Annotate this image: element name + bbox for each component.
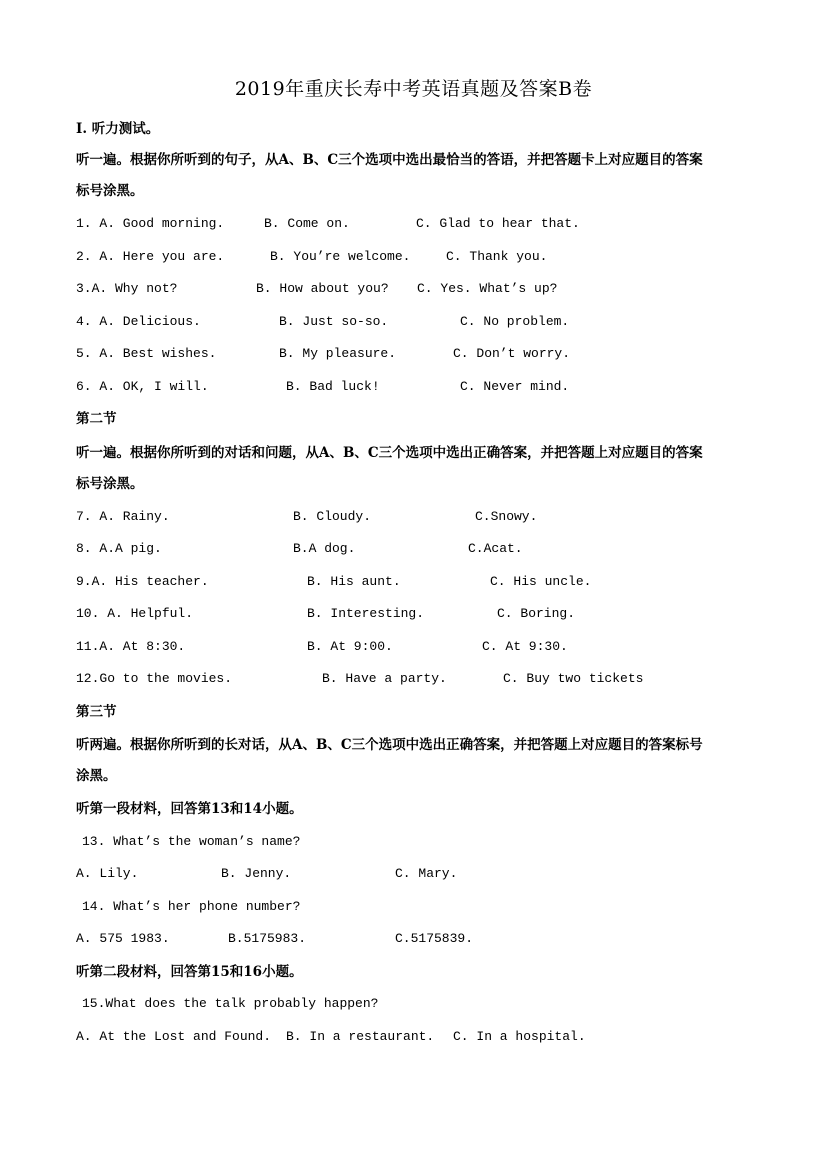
- q10-option-a: 10. A. Helpful.: [76, 606, 194, 621]
- q14-option-c: C.5175839.: [395, 931, 474, 946]
- q1-option-b: B. Come on.: [264, 216, 350, 231]
- q7-option-a: 7. A. Rainy.: [76, 509, 170, 524]
- q1-option-c: C. Glad to hear that.: [416, 216, 580, 231]
- q14-option-a: A. 575 1983.: [76, 931, 170, 946]
- q12-option-c: C. Buy two tickets: [503, 671, 644, 686]
- q8-option-c: C.Acat.: [468, 541, 523, 556]
- q13-option-b: B. Jenny.: [221, 866, 292, 881]
- page-title: 2019年重庆长寿中考英语真题及答案B卷: [234, 78, 593, 100]
- part3-instruction-line2: 涂黑。: [76, 768, 117, 784]
- q6-option-a: 6. A. OK, I will.: [76, 379, 209, 394]
- q2-option-a: 2. A. Here you are.: [76, 249, 225, 264]
- q1-option-a: 1. A. Good morning.: [76, 216, 225, 231]
- part3-heading: 第三节: [76, 704, 117, 720]
- q12-option-a: 12.Go to the movies.: [76, 671, 233, 686]
- q14-option-b: B.5175983.: [228, 931, 307, 946]
- q15-option-a: A. At the Lost and Found.: [76, 1029, 272, 1044]
- q10-option-c: C. Boring.: [497, 606, 576, 621]
- q6-option-b: B. Bad luck!: [286, 379, 380, 394]
- q11-option-c: C. At 9:30.: [482, 639, 568, 654]
- q7-option-b: B. Cloudy.: [293, 509, 372, 524]
- q8-option-b: B.A dog.: [293, 541, 356, 556]
- q3-option-a: 3.A. Why not?: [76, 281, 178, 296]
- part3-instruction-line1: 听两遍。根据你所听到的长对话，从A、B、C三个选项中选出正确答案，并把答题上对应题目的答案标号: [76, 737, 703, 753]
- material2-heading: 听第二段材料，回答第15和16小题。: [76, 964, 303, 980]
- q15-option-b: B. In a restaurant.: [286, 1029, 435, 1044]
- q4-option-b: B. Just so-so.: [279, 314, 389, 329]
- part1-instruction-line2: 标号涂黑。: [76, 183, 144, 199]
- q5-option-c: C. Don’t worry.: [453, 346, 571, 361]
- q14-question: 14. What’s her phone number?: [82, 899, 301, 914]
- q2-option-b: B. You’re welcome.: [270, 249, 411, 264]
- q2-option-c: C. Thank you.: [446, 249, 548, 264]
- q4-option-a: 4. A. Delicious.: [76, 314, 201, 329]
- q13-option-a: A. Lily.: [76, 866, 139, 881]
- q11-option-a: 11.A. At 8:30.: [76, 639, 186, 654]
- q15-option-c: C. In a hospital.: [453, 1029, 586, 1044]
- q3-option-b: B. How about you?: [256, 281, 389, 296]
- q4-option-c: C. No problem.: [460, 314, 570, 329]
- part2-instruction-line2: 标号涂黑。: [76, 476, 144, 492]
- q10-option-b: B. Interesting.: [307, 606, 425, 621]
- q3-option-c: C. Yes. What’s up?: [417, 281, 558, 296]
- part2-heading: 第二节: [76, 411, 117, 427]
- q12-option-b: B. Have a party.: [322, 671, 447, 686]
- q11-option-b: B. At 9:00.: [307, 639, 393, 654]
- q9-option-a: 9.A. His teacher.: [76, 574, 209, 589]
- section-heading-listening: I. 听力测试。: [76, 121, 160, 137]
- part2-instruction-line1: 听一遍。根据你所听到的对话和问题，从A、B、C三个选项中选出正确答案，并把答题上对应题目的答案: [76, 445, 703, 461]
- q13-option-c: C. Mary.: [395, 866, 458, 881]
- q15-question: 15.What does the talk probably happen?: [82, 996, 379, 1011]
- q7-option-c: C.Snowy.: [475, 509, 538, 524]
- q8-option-a: 8. A.A pig.: [76, 541, 162, 556]
- q5-option-b: B. My pleasure.: [279, 346, 397, 361]
- part1-instruction-line1: 听一遍。根据你所听到的句子，从A、B、C三个选项中选出最恰当的答语，并把答题卡上对应题目的答案: [76, 152, 703, 168]
- q9-option-b: B. His aunt.: [307, 574, 401, 589]
- q6-option-c: C. Never mind.: [460, 379, 570, 394]
- q5-option-a: 5. A. Best wishes.: [76, 346, 217, 361]
- q13-question: 13. What’s the woman’s name?: [82, 834, 301, 849]
- material1-heading: 听第一段材料，回答第13和14小题。: [76, 801, 303, 817]
- q9-option-c: C. His uncle.: [490, 574, 592, 589]
